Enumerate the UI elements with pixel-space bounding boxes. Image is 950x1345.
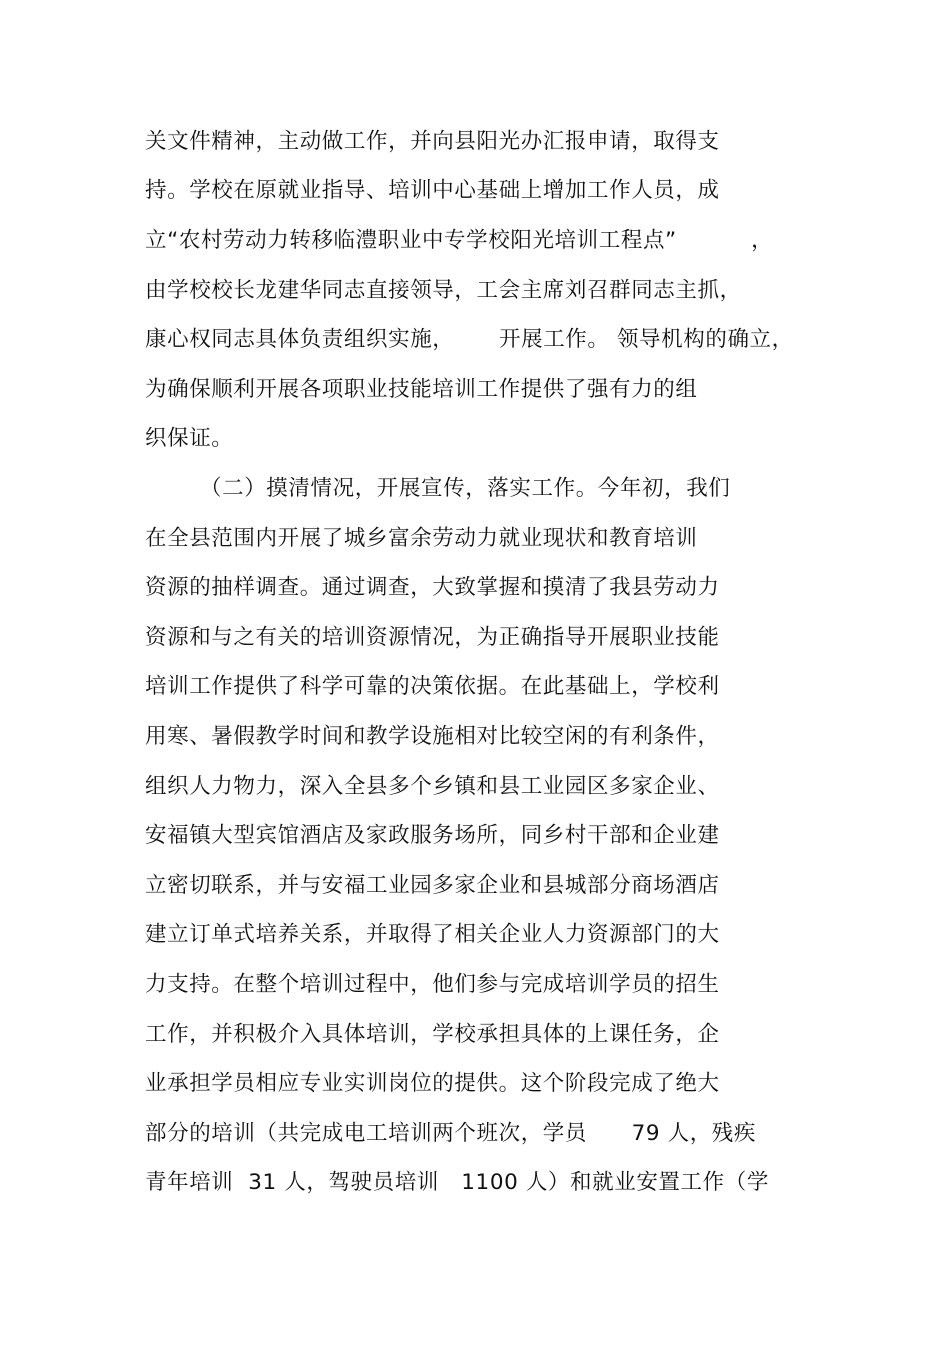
paragraph-line: 青年培训 31 人，驾驶员培训 1100 人）和就业安置工作（学 — [145, 1170, 769, 1195]
paragraph-line: 织保证。 — [145, 426, 234, 451]
paragraph-line: 立“农村劳动力转移临澧职业中专学校阳光培训工程点” ， — [145, 228, 774, 253]
paragraph-line: 工作，并积极介入具体培训，学校承担具体的上课任务，企 — [145, 1022, 720, 1047]
paragraph-line: 为确保顺利开展各项职业技能培训工作提供了强有力的组 — [145, 377, 698, 402]
paragraph-line: 在全县范围内开展了城乡富余劳动力就业现状和教育培训 — [145, 526, 698, 551]
paragraph-line: 建立订单式培养关系，并取得了相关企业人力资源部门的大 — [145, 922, 720, 947]
paragraph-line: 安福镇大型宾馆酒店及家政服务场所，同乡村干部和企业建 — [145, 823, 720, 848]
section-heading-line: （二）摸清情况，开展宣传，落实工作。今年初，我们 — [200, 476, 731, 501]
paragraph-line: 持。学校在原就业指导、培训中心基础上增加工作人员，成 — [145, 178, 720, 203]
paragraph-line: 立密切联系，并与安福工业园多家企业和县城部分商场酒店 — [145, 873, 720, 898]
paragraph-line: 关文件精神，主动做工作，并向县阳光办汇报申请，取得支 — [145, 129, 720, 154]
paragraph-line: 康心权同志具体负责组织实施， 开展工作。 领导机构的确立， — [145, 327, 794, 352]
paragraph-line: 业承担学员相应专业实训岗位的提供。这个阶段完成了绝大 — [145, 1071, 720, 1096]
paragraph-line: 用寒、暑假教学时间和教学设施相对比较空闲的有利条件， — [145, 724, 720, 749]
paragraph-line: 部分的培训（共完成电工培训两个班次，学员 79 人，残疾 — [145, 1121, 756, 1146]
paragraph-line: 资源的抽样调查。通过调查，大致掌握和摸清了我县劳动力 — [145, 575, 720, 600]
paragraph-line: 力支持。在整个培训过程中，他们参与完成培训学员的招生 — [145, 972, 720, 997]
paragraph-line: 组织人力物力，深入全县多个乡镇和县工业园区多家企业、 — [145, 774, 720, 799]
paragraph-line: 资源和与之有关的培训资源情况，为正确指导开展职业技能 — [145, 625, 720, 650]
paragraph-line: 培训工作提供了科学可靠的决策依据。在此基础上，学校利 — [145, 674, 720, 699]
paragraph-line: 由学校校长龙建华同志直接领导，工会主席刘召群同志主抓， — [145, 278, 742, 303]
